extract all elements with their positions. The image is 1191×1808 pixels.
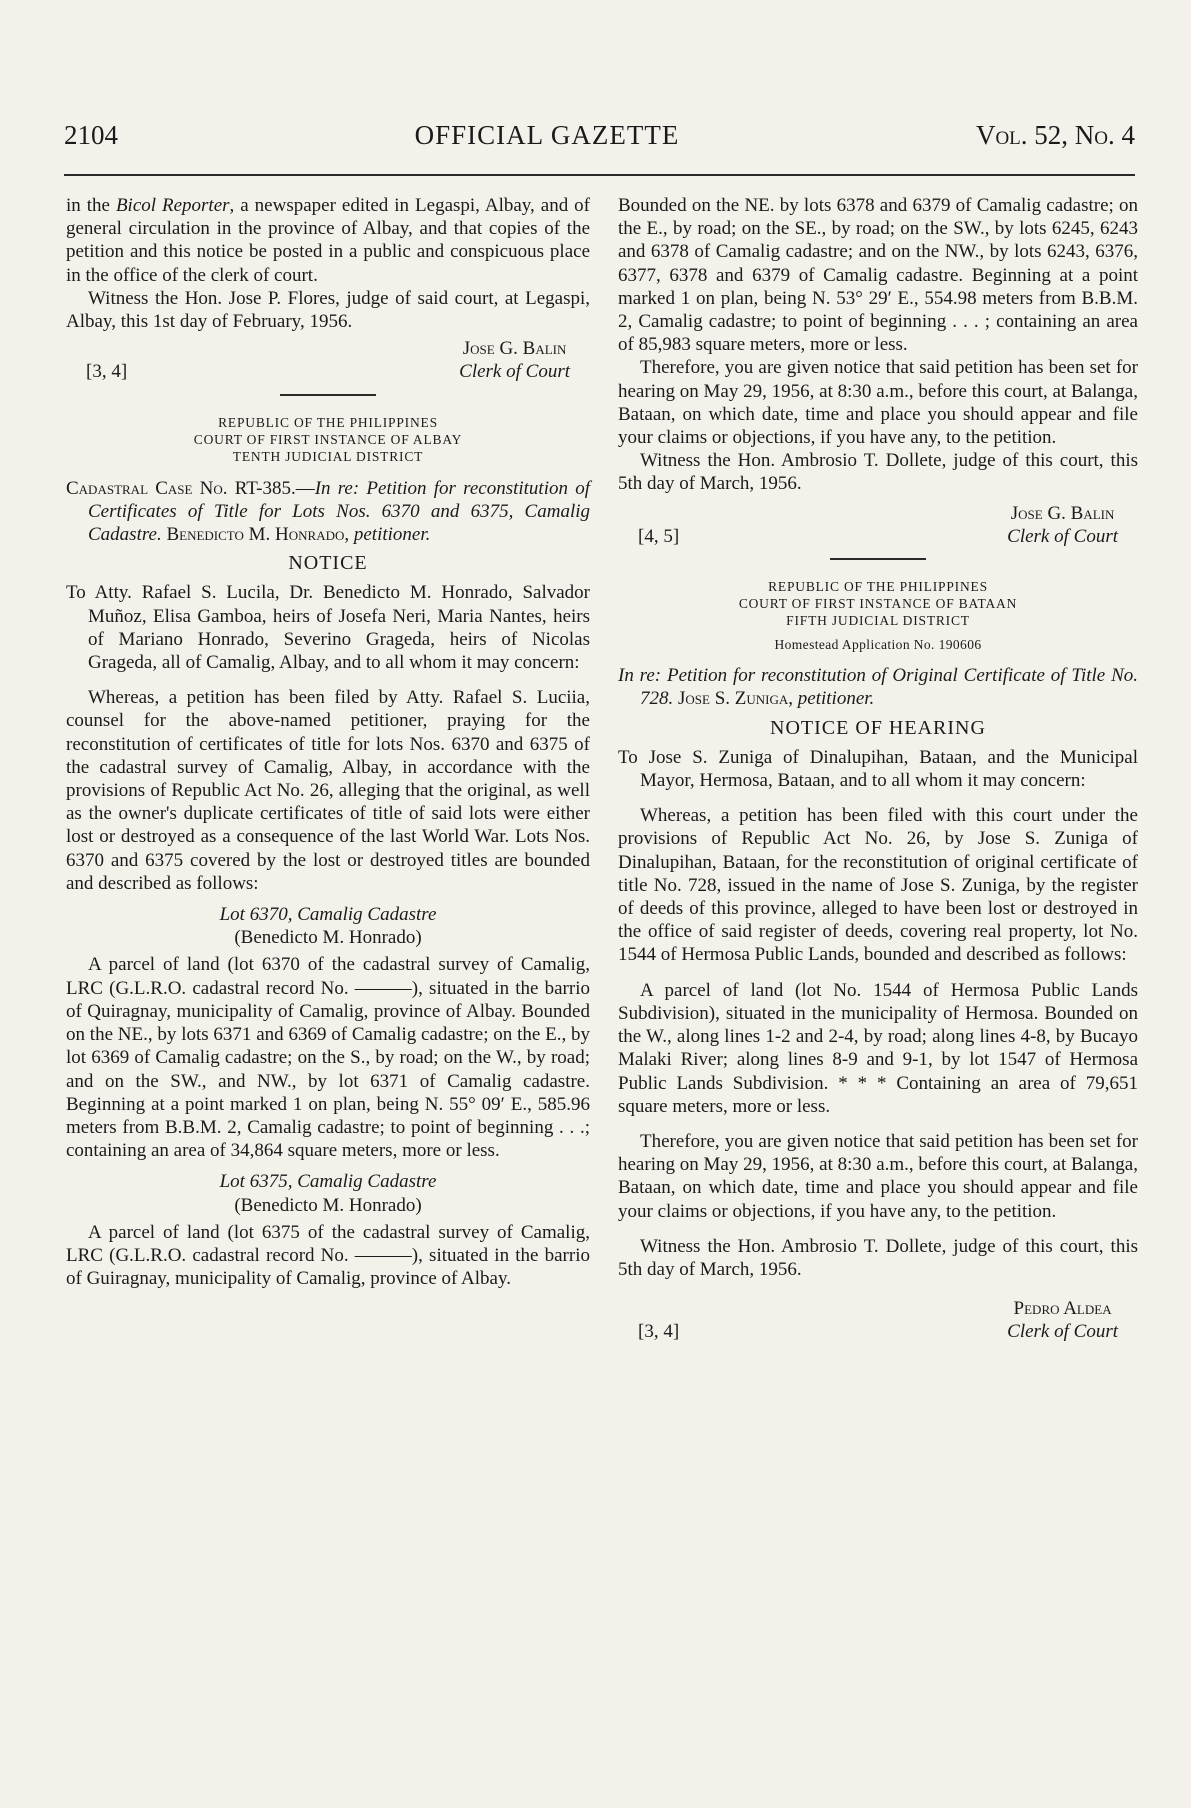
signature-row (618, 502, 1138, 548)
court-header (66, 414, 590, 465)
lot-description: A parcel of land (lot 6370 of the cadastral survey of Camalig, LRC (G.L.R.O. cadastral record No. ———), situated in the barrio of Quiragnay, municipality of Camalig, province of Albay. Bounded on the NE., by lots 6371 and 6369 of Camalig cadastre; on the E., by lot 6369 of Camalig cadastre; on the S., by road; on the W., by road; and on the SW., and NW., by lot 6371 of Camalig cadastre. Beginning at a point marked 1 on plan, being N. 55° 09′ E., 585.96 meters from B.B.M. 2, Camalig cadastre; to point of beginning . . .; containing an area of 34,864 square meters, more or less. (66, 954, 590, 1162)
notice-title: NOTICE (288, 552, 368, 575)
bounded-paragraph: Bounded on the NE. by lots 6378 and 6379 of Camalig cadastre; on the E., by road; on the SE., by road; on the SW., by lots 6245, 6243 and 6378 of Camalig cadastre; and on the NW., by lots 6243, 6376, 6377, 6378 and 6379 of Camalig cadastre. Beginning at a point marked 1 on plan, being N. 53° 29′ E., 554.98 meters from B.B.M. 2, Camalig cadastre; to point of beginning . . . ; containing an area of 85,983 square meters, more or less. (618, 195, 1138, 356)
whereas-paragraph: Whereas, a petition has been filed with this court under the provisions of Republic Act No. 26, by Jose S. Zuniga of Dinalupihan, Bataan, for the reconstitution of original certificate of title No. 728, issued in the name of Jose S. Zuniga, by the register of deeds of this province, alleged to have been lost or destroyed in the office of said register of deeds, covering real property, lot No. 1544 of Hermosa Public Lands, bounded and described as follows: (618, 805, 1138, 966)
issue-reference: [3, 4] (638, 1321, 680, 1343)
continuation-paragraph: in the Bicol Reporter, a newspaper edited in Legaspi, Albay, and of general circulation in the province of Albay, and that copies of the petition and this notice be posted in a public and conspicuous place in the office of the clerk of court. (66, 195, 590, 286)
volume-label: Vol. 52, No. 4 (975, 120, 1135, 150)
signature-row (618, 1297, 1138, 1343)
witness-paragraph: Witness the Hon. Ambrosio T. Dollete, judge of this court, this 5th day of March, 1956. (618, 450, 1138, 495)
hearing-notice-paragraph: Therefore, you are given notice that said petition has been set for hearing on May 29, 1956, at 8:30 a.m., before this court, at Balanga, Bataan, on which date, time and place you should appear and file your claims or objections, if you have any, to the petition. (618, 1130, 1138, 1222)
issue-reference: [3, 4] (86, 361, 128, 383)
court-header-line: COURT OF FIRST INSTANCE OF ALBAY (193, 431, 463, 447)
signatory-name: Pedro Aldea (1013, 1298, 1112, 1320)
page-number: 2104 (64, 120, 118, 150)
signature-block (459, 337, 590, 383)
addressee-paragraph: To Jose S. Zuniga of Dinalupihan, Bataan, and the Municipal Mayor, Hermosa, Bataan, and to all whom it may concern: (618, 746, 1138, 792)
case-title: In re: Petition for reconstitution of Original Certificate of Title No. 728. Jose S. Zuniga, petitioner. (618, 665, 1138, 710)
court-header-line: TENTH JUDICIAL DISTRICT (232, 448, 424, 464)
left-column (66, 194, 590, 1290)
issue-reference: [4, 5] (638, 525, 680, 547)
signatory-title: Clerk of Court (459, 361, 570, 383)
lot-owner: (Benedicto M. Honrado) (234, 1194, 422, 1216)
lot-owner: (Benedicto M. Honrado) (234, 927, 422, 949)
court-header-line: FIFTH JUDICIAL DISTRICT (786, 613, 970, 629)
lot-title: Lot 6375, Camalig Cadastre (219, 1171, 437, 1193)
whereas-paragraph: Whereas, a petition has been filed by Atty. Rafael S. Luciia, counsel for the above-named petitioner, praying for the reconstitution of certificates of title for lots Nos. 6370 and 6375 of the cadastral survey of Camalig, Albay, in accordance with the provisions of Republic Act No. 26, alleging that the original, as well as the owner's duplicate certificates of title of said lots were either lost or destroyed as a consequence of the last World War. Lots Nos. 6370 and 6375 covered by the lost or destroyed titles are bounded and described as follows: (66, 687, 590, 894)
signatory-title: Clerk of Court (1007, 1321, 1118, 1343)
lot-heading (66, 903, 590, 949)
signature-block (1007, 1297, 1138, 1343)
newspaper-name: Bicol Reporter (115, 195, 230, 216)
signature-block (1007, 502, 1138, 548)
case-title: Cadastral Case No. RT-385.—In re: Petition for reconstitution of Certificates of Title for Lots Nos. 6370 and 6375, Camalig Cadastre. Benedicto M. Honrado, petitioner. (66, 477, 590, 546)
court-header-line: REPUBLIC OF THE PHILIPPINES (218, 414, 438, 430)
hearing-notice-paragraph: Therefore, you are given notice that said petition has been set for hearing on May 29, 1956, at 8:30 a.m., before this court, at Balanga, Bataan, on which date, time and place you should appear and file your claims or objections, if you have any, to the petition. (618, 357, 1138, 449)
notice-title: NOTICE OF HEARING (770, 716, 986, 739)
page-header (64, 120, 1135, 160)
lot-description: A parcel of land (lot 6375 of the cadastral survey of Camalig, LRC (G.L.R.O. cadastral record No. ———), situated in the barrio of Guiragnay, municipality of Camalig, province of Albay. (66, 1221, 590, 1290)
court-header (618, 578, 1138, 629)
signature-row (66, 337, 590, 383)
publication-title: OFFICIAL GAZETTE (414, 120, 680, 150)
section-divider (830, 558, 926, 560)
right-column (618, 194, 1138, 1344)
lot-heading (66, 1170, 590, 1216)
signatory-name: Jose G. Balin (462, 338, 567, 360)
header-rule (64, 174, 1135, 176)
section-divider (280, 394, 376, 396)
parcel-paragraph: A parcel of land (lot No. 1544 of Hermosa Public Lands Subdivision), situated in the municipality of Hermosa. Bounded on the W., along lines 1-2 and 2-4, by road; along lines 4-8, by Bucayo Malaki River; along lines 8-9 and 9-1, by lot 1547 of Hermosa Public Lands Subdivision. * * * Containing an area of 79,651 square meters, more or less. (618, 979, 1138, 1117)
signatory-title: Clerk of Court (1007, 525, 1118, 547)
addressee-paragraph: To Atty. Rafael S. Lucila, Dr. Benedicto M. Honrado, Salvador Muñoz, Elisa Gamboa, heirs of Josefa Neri, Maria Nantes, heirs of Mariano Honrado, Severino Grageda, heirs of Nicolas Grageda, all of Camalig, Albay, and to all whom it may concern: (66, 582, 590, 674)
lot-title: Lot 6370, Camalig Cadastre (219, 904, 437, 926)
homestead-application: Homestead Application No. 190606 (774, 637, 982, 653)
signatory-name: Jose G. Balin (1010, 502, 1115, 524)
court-header-line: COURT OF FIRST INSTANCE OF BATAAN (738, 596, 1018, 612)
court-header-line: REPUBLIC OF THE PHILIPPINES (768, 579, 988, 595)
witness-paragraph: Witness the Hon. Jose P. Flores, judge of said court, at Legaspi, Albay, this 1st day of February, 1956. (66, 287, 590, 333)
witness-paragraph: Witness the Hon. Ambrosio T. Dollete, judge of this court, this 5th day of March, 1956. (618, 1235, 1138, 1280)
